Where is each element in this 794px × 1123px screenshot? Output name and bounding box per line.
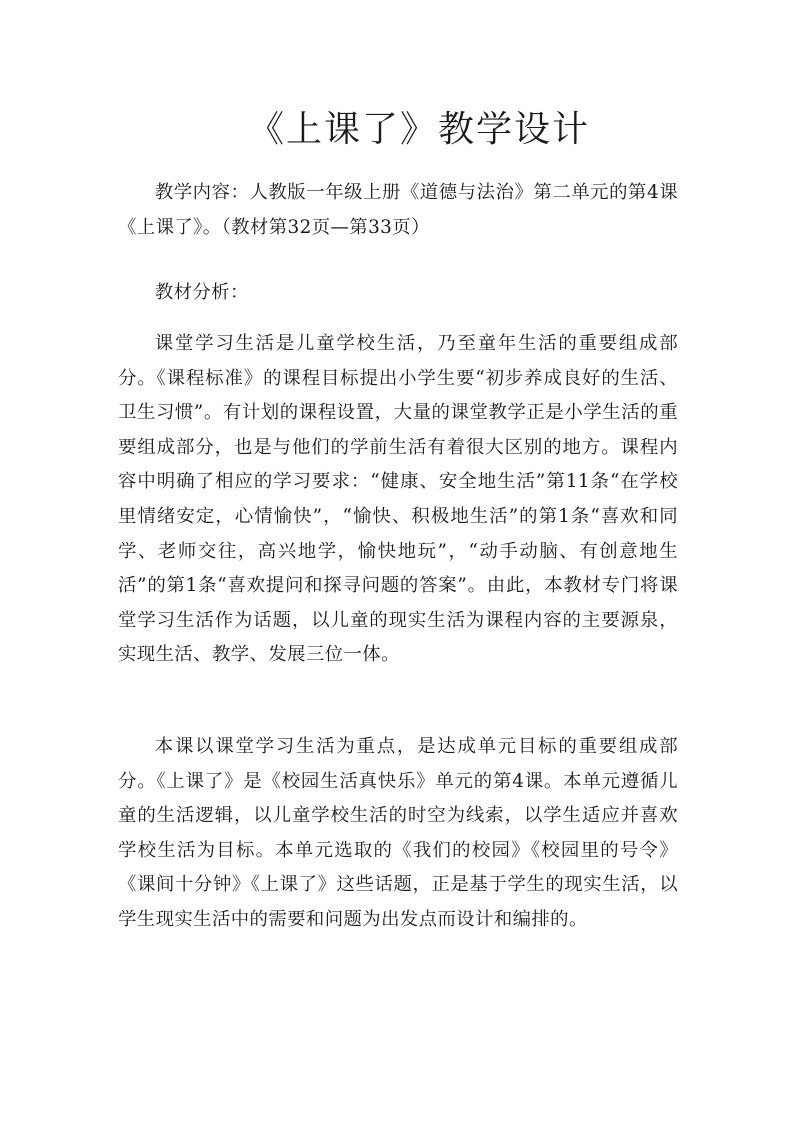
teaching-content-paragraph: 教学内容：人教版一年级上册《道德与法治》第二单元的第4课《上课了》。（教材第32页—第33页） bbox=[118, 182, 678, 238]
textbook-analysis-paragraph-2: 本课以课堂学习生活为重点，是达成单元目标的重要组成部分。《上课了》是《校园生活真快乐》单元的第4课。本单元遵循儿童的生活逻辑，以儿童学校生活的时空为线索，以学生适应并喜欢学校生活为目标。本单元选取的《我们的校园》《校园里的号令》《课间十分钟》《上课了》这些话题，正是基于学生的现实生活，以学生现实生活中的需要和问题为出发点而设计和编排的。 bbox=[118, 736, 678, 930]
document-title: 《上课了》教学设计 bbox=[247, 109, 590, 150]
textbook-analysis-heading: 教材分析： bbox=[154, 282, 249, 303]
textbook-analysis-paragraph-1: 课堂学习生活是儿童学校生活，乃至童年生活的重要组成部分。《课程标准》的课程目标提出小学生要“初步养成良好的生活、卫生习惯”。有计划的课程设置，大量的课堂教学正是小学生活的重要组成部分，也是与他们的学前生活有着很大区别的地方。课程内容中明确了相应的学习要求：“健康、安全地生活”第11条“在学校里情绪安定，心情愉快”，“愉快、积极地生活”的第1条“喜欢和同学、老师交往，高兴地学，愉快地玩”，“动手动脑、有创意地生活”的第1条“喜欢提问和探寻问题的答案”。由此，本教材专门将课堂学习生活作为话题，以儿童的现实生活为课程内容的主要源泉，实现生活、教学、发展三位一体。 bbox=[118, 333, 678, 666]
